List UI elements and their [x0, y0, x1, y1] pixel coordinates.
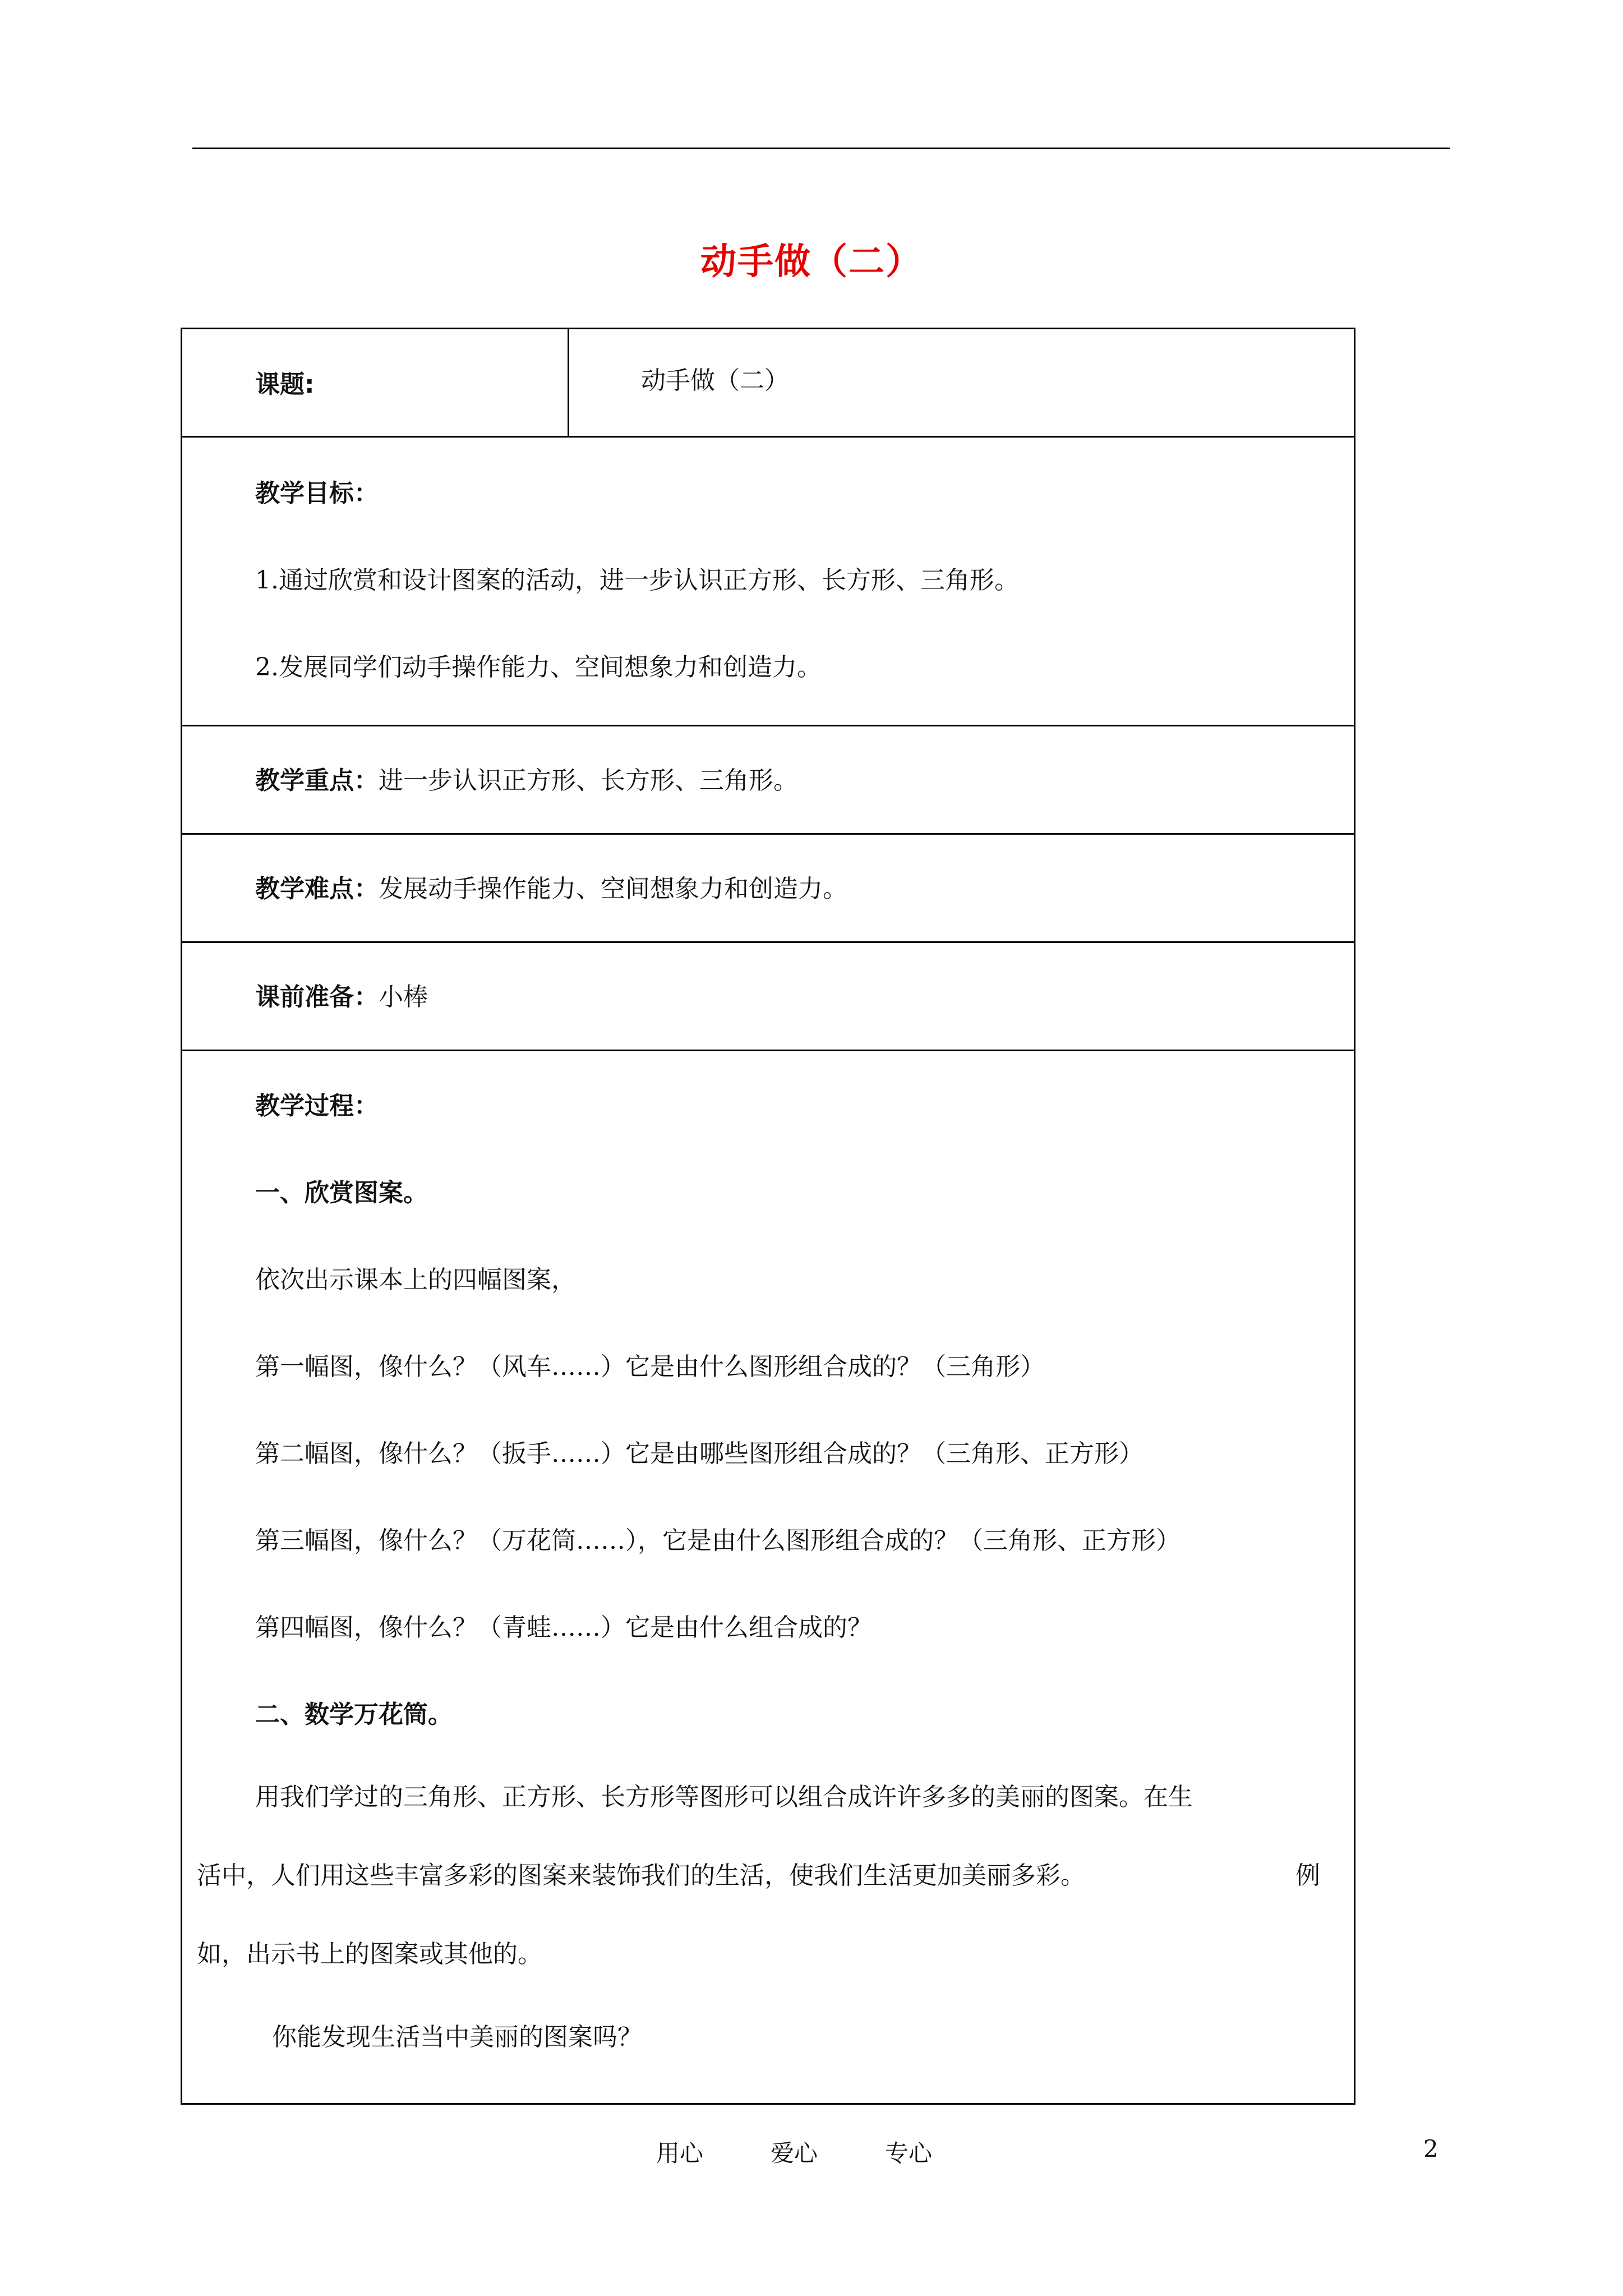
- key-points-row: [182, 726, 1355, 834]
- process-row: [182, 1051, 1355, 2104]
- paragraph-line: 活中，人们用这些丰富多彩的图案来装饰我们的生活，使我们生活更加美丽多彩。: [197, 1861, 1085, 1890]
- difficulties-row: [182, 834, 1355, 942]
- paragraph-line: 用我们学过的三角形、正方形、长方形等图形可以组合成许许多多的美丽的图案。在生: [255, 1783, 1193, 1811]
- footer-motto: [656, 2135, 999, 2169]
- closing-question: 你能发现生活当中美丽的图案吗？: [272, 2023, 642, 2051]
- preparation-row: [182, 942, 1355, 1051]
- objectives-label: 教学目标：: [255, 479, 379, 508]
- objectives-row: [182, 437, 1355, 726]
- page-number: 2: [1423, 2135, 1438, 2162]
- process-line: 第一幅图，像什么？（风车……）它是由什么图形组合成的？（三角形）: [255, 1352, 1045, 1381]
- topic-value: 动手做（二）: [641, 366, 789, 395]
- section-heading: 一、欣赏图案。: [255, 1179, 428, 1207]
- key-points-label: 教学重点：: [255, 766, 379, 795]
- process-line: 第四幅图，像什么？（青蛙……）它是由什么组合成的？: [255, 1613, 872, 1642]
- key-points-text: 进一步认识正方形、长方形、三角形。: [379, 766, 798, 795]
- footer-item: 爱心: [771, 2139, 818, 2167]
- process-line: 依次出示课本上的四幅图案，: [255, 1266, 576, 1294]
- document-title: 动手做（二）: [700, 241, 923, 283]
- lesson-plan-table: [181, 328, 1355, 2105]
- objective-item: 1.通过欣赏和设计图案的活动，进一步认识正方形、长方形、三角形。: [255, 566, 1019, 595]
- topic-row: [182, 329, 1355, 437]
- preparation-text: 小棒: [379, 983, 428, 1011]
- process-label: 教学过程：: [255, 1092, 379, 1120]
- section2-paragraph: [182, 1758, 1354, 1994]
- header-rule: [192, 148, 1450, 149]
- paragraph-line: 例: [1295, 1861, 1320, 1890]
- process-line: 第三幅图，像什么？（万花筒……），它是由什么图形组合成的？（三角形、正方形）: [255, 1526, 1181, 1555]
- objective-item: 2.发展同学们动手操作能力、空间想象力和创造力。: [255, 653, 822, 682]
- process-line: 第二幅图，像什么？（扳手……）它是由哪些图形组合成的？（三角形、正方形）: [255, 1439, 1144, 1468]
- topic-label: 课题:: [255, 370, 315, 399]
- section-heading: 二、数学万花筒。: [255, 1700, 453, 1729]
- footer-item: 用心: [656, 2139, 704, 2167]
- paragraph-line: 如，出示书上的图案或其他的。: [197, 1940, 542, 1968]
- preparation-label: 课前准备：: [255, 983, 379, 1011]
- difficulties-text: 发展动手操作能力、空间想象力和创造力。: [379, 875, 847, 903]
- difficulties-label: 教学难点：: [255, 875, 379, 903]
- footer-item: 专心: [885, 2139, 933, 2167]
